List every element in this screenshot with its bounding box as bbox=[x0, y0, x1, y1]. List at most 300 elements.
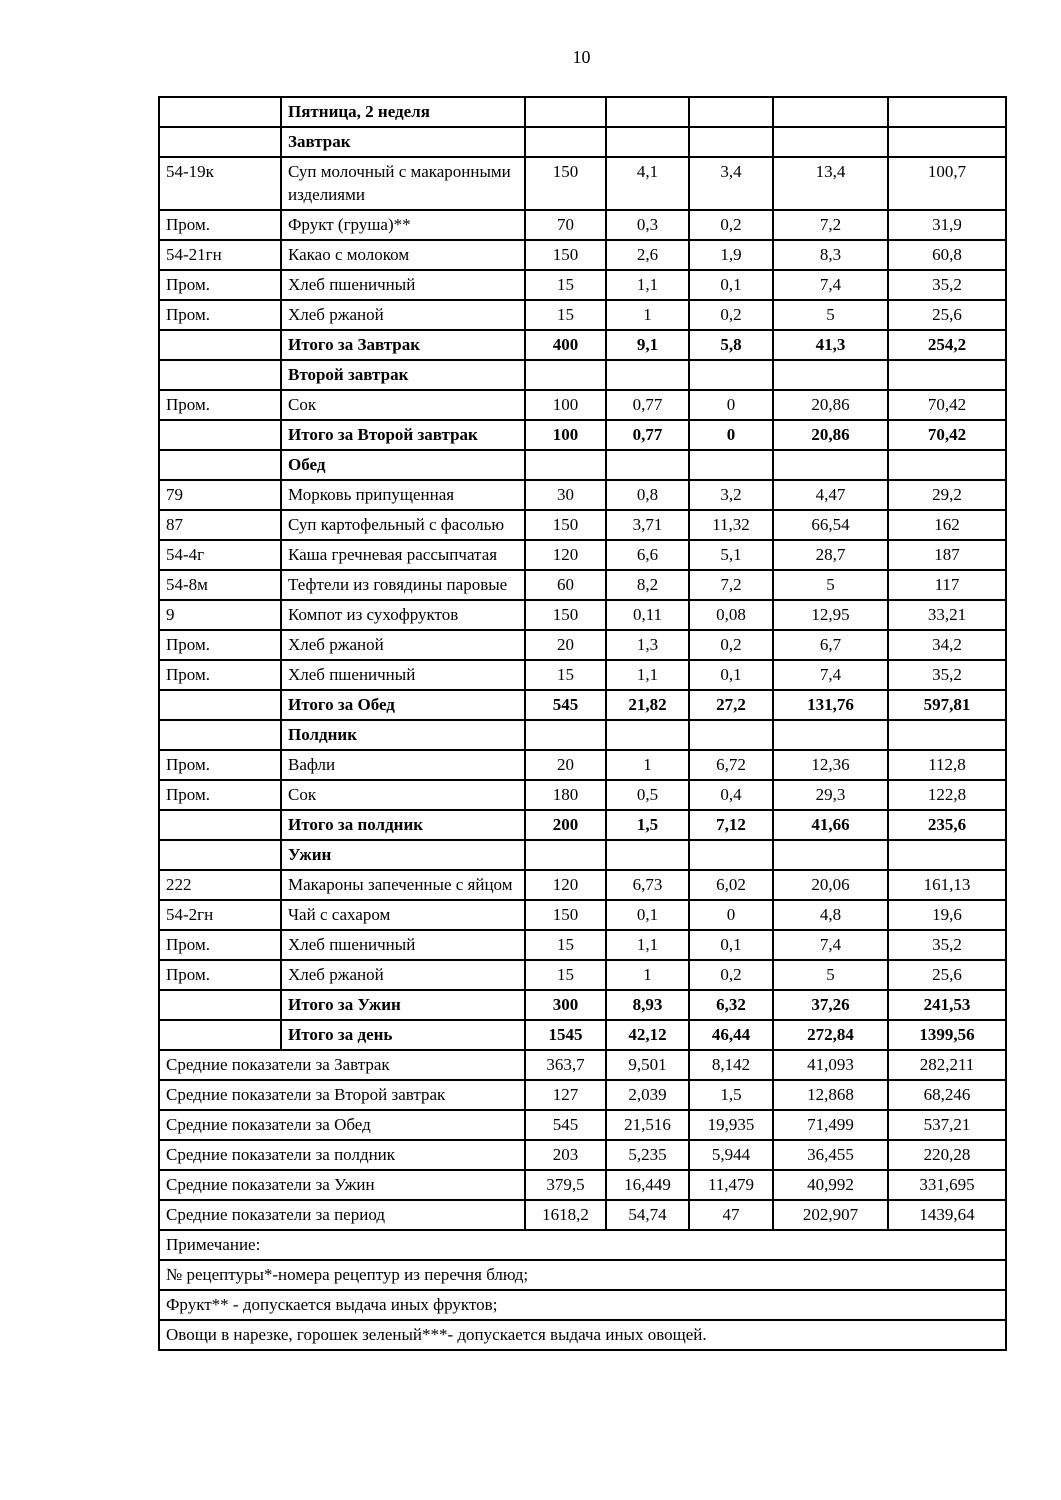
page-number: 10 bbox=[572, 47, 591, 67]
average-value-cell: 5,235 bbox=[606, 1140, 689, 1170]
average-value-cell: 203 bbox=[525, 1140, 606, 1170]
table-row bbox=[159, 1230, 1006, 1260]
value-cell: 25,6 bbox=[888, 300, 1006, 330]
total-value-cell: 9,1 bbox=[606, 330, 689, 360]
value-cell: 8,3 bbox=[773, 240, 888, 270]
dish-name-cell: Фрукт (груша)** bbox=[281, 210, 525, 240]
value-cell: 1,1 bbox=[606, 270, 689, 300]
value-cell bbox=[606, 450, 689, 480]
dish-name-cell: Чай с сахаром bbox=[281, 900, 525, 930]
value-cell: 0,1 bbox=[689, 660, 773, 690]
dish-name-cell: Сок bbox=[281, 780, 525, 810]
total-value-cell: 1,5 bbox=[606, 810, 689, 840]
value-cell: 7,2 bbox=[689, 570, 773, 600]
meal-section-cell: Полдник bbox=[281, 720, 525, 750]
value-cell bbox=[773, 127, 888, 157]
value-cell bbox=[689, 840, 773, 870]
value-cell: 0,1 bbox=[689, 930, 773, 960]
value-cell: 31,9 bbox=[888, 210, 1006, 240]
total-value-cell: 597,81 bbox=[888, 690, 1006, 720]
value-cell: 20 bbox=[525, 630, 606, 660]
average-value-cell: 54,74 bbox=[606, 1200, 689, 1230]
dish-code-cell: 222 bbox=[159, 870, 281, 900]
table-row bbox=[159, 1170, 1006, 1200]
total-value-cell: 37,26 bbox=[773, 990, 888, 1020]
total-value-cell: 5,8 bbox=[689, 330, 773, 360]
value-cell: 15 bbox=[525, 270, 606, 300]
table-row bbox=[159, 1260, 1006, 1290]
value-cell: 4,8 bbox=[773, 900, 888, 930]
dish-code-cell bbox=[159, 97, 281, 127]
table-row bbox=[159, 360, 1006, 390]
table-row bbox=[159, 570, 1006, 600]
value-cell bbox=[606, 840, 689, 870]
total-value-cell: 131,76 bbox=[773, 690, 888, 720]
value-cell: 161,13 bbox=[888, 870, 1006, 900]
value-cell: 0,11 bbox=[606, 600, 689, 630]
menu-table-body bbox=[159, 97, 1006, 1350]
value-cell: 5,1 bbox=[689, 540, 773, 570]
dish-name-cell: Тефтели из говядины паровые bbox=[281, 570, 525, 600]
table-row bbox=[159, 210, 1006, 240]
total-label-cell: Итого за день bbox=[281, 1020, 525, 1050]
table-row bbox=[159, 870, 1006, 900]
table-row bbox=[159, 1320, 1006, 1350]
value-cell bbox=[689, 360, 773, 390]
note-cell: Овощи в нарезке, горошек зеленый***- допускается выдача иных овощей. bbox=[159, 1320, 1006, 1350]
table-row bbox=[159, 840, 1006, 870]
value-cell bbox=[888, 127, 1006, 157]
average-value-cell: 9,501 bbox=[606, 1050, 689, 1080]
value-cell bbox=[606, 360, 689, 390]
average-value-cell: 2,039 bbox=[606, 1080, 689, 1110]
value-cell: 112,8 bbox=[888, 750, 1006, 780]
value-cell: 20,86 bbox=[773, 390, 888, 420]
dish-name-cell: Суп картофельный с фасолью bbox=[281, 510, 525, 540]
value-cell: 0 bbox=[689, 390, 773, 420]
total-value-cell: 0 bbox=[689, 420, 773, 450]
value-cell bbox=[606, 720, 689, 750]
value-cell: 7,4 bbox=[773, 660, 888, 690]
value-cell: 150 bbox=[525, 600, 606, 630]
value-cell bbox=[525, 97, 606, 127]
value-cell: 3,4 bbox=[689, 157, 773, 210]
value-cell: 0,1 bbox=[606, 900, 689, 930]
value-cell: 0,5 bbox=[606, 780, 689, 810]
menu-table bbox=[158, 96, 1007, 1351]
table-row bbox=[159, 600, 1006, 630]
value-cell: 20 bbox=[525, 750, 606, 780]
table-row bbox=[159, 1050, 1006, 1080]
total-value-cell: 20,86 bbox=[773, 420, 888, 450]
average-value-cell: 1439,64 bbox=[888, 1200, 1006, 1230]
value-cell: 1,3 bbox=[606, 630, 689, 660]
dish-name-cell: Компот из сухофруктов bbox=[281, 600, 525, 630]
table-row bbox=[159, 510, 1006, 540]
value-cell: 35,2 bbox=[888, 660, 1006, 690]
average-label-cell: Средние показатели за Второй завтрак bbox=[159, 1080, 525, 1110]
table-row bbox=[159, 157, 1006, 210]
value-cell: 1 bbox=[606, 300, 689, 330]
total-value-cell: 6,32 bbox=[689, 990, 773, 1020]
value-cell: 20,06 bbox=[773, 870, 888, 900]
average-label-cell: Средние показатели за Обед bbox=[159, 1110, 525, 1140]
value-cell: 8,2 bbox=[606, 570, 689, 600]
value-cell: 7,2 bbox=[773, 210, 888, 240]
value-cell: 1 bbox=[606, 960, 689, 990]
value-cell: 29,3 bbox=[773, 780, 888, 810]
dish-code-cell: Пром. bbox=[159, 930, 281, 960]
value-cell: 30 bbox=[525, 480, 606, 510]
table-row bbox=[159, 990, 1006, 1020]
total-label-cell: Итого за Завтрак bbox=[281, 330, 525, 360]
value-cell bbox=[888, 450, 1006, 480]
value-cell: 1,1 bbox=[606, 660, 689, 690]
table-row bbox=[159, 1110, 1006, 1140]
value-cell bbox=[888, 840, 1006, 870]
value-cell bbox=[689, 97, 773, 127]
dish-code-cell: Пром. bbox=[159, 960, 281, 990]
total-value-cell: 100 bbox=[525, 420, 606, 450]
total-value-cell: 1545 bbox=[525, 1020, 606, 1050]
table-row bbox=[159, 780, 1006, 810]
dish-code-cell: 54-2гн bbox=[159, 900, 281, 930]
value-cell bbox=[689, 127, 773, 157]
total-value-cell: 7,12 bbox=[689, 810, 773, 840]
total-value-cell: 46,44 bbox=[689, 1020, 773, 1050]
value-cell bbox=[525, 360, 606, 390]
average-label-cell: Средние показатели за период bbox=[159, 1200, 525, 1230]
average-value-cell: 331,695 bbox=[888, 1170, 1006, 1200]
value-cell: 15 bbox=[525, 660, 606, 690]
value-cell bbox=[606, 127, 689, 157]
value-cell: 6,6 bbox=[606, 540, 689, 570]
total-value-cell: 272,84 bbox=[773, 1020, 888, 1050]
value-cell: 13,4 bbox=[773, 157, 888, 210]
total-value-cell: 42,12 bbox=[606, 1020, 689, 1050]
average-label-cell: Средние показатели за Завтрак bbox=[159, 1050, 525, 1080]
dish-code-cell bbox=[159, 127, 281, 157]
table-row bbox=[159, 390, 1006, 420]
dish-name-cell: Сок bbox=[281, 390, 525, 420]
table-row bbox=[159, 1080, 1006, 1110]
dish-code-cell bbox=[159, 720, 281, 750]
value-cell: 1 bbox=[606, 750, 689, 780]
value-cell bbox=[773, 840, 888, 870]
total-value-cell: 27,2 bbox=[689, 690, 773, 720]
total-value-cell: 1399,56 bbox=[888, 1020, 1006, 1050]
dish-name-cell: Хлеб пшеничный bbox=[281, 660, 525, 690]
dish-code-cell: 54-8м bbox=[159, 570, 281, 600]
dish-code-cell bbox=[159, 990, 281, 1020]
total-value-cell: 545 bbox=[525, 690, 606, 720]
value-cell: 19,6 bbox=[888, 900, 1006, 930]
table-row bbox=[159, 930, 1006, 960]
average-value-cell: 12,868 bbox=[773, 1080, 888, 1110]
average-value-cell: 16,449 bbox=[606, 1170, 689, 1200]
value-cell bbox=[773, 720, 888, 750]
table-row bbox=[159, 97, 1006, 127]
value-cell: 1,9 bbox=[689, 240, 773, 270]
dish-name-cell: Суп молочный с макаронными изделиями bbox=[281, 157, 525, 210]
value-cell: 100,7 bbox=[888, 157, 1006, 210]
average-value-cell: 1618,2 bbox=[525, 1200, 606, 1230]
table-row bbox=[159, 720, 1006, 750]
value-cell: 150 bbox=[525, 240, 606, 270]
table-row bbox=[159, 1140, 1006, 1170]
average-value-cell: 5,944 bbox=[689, 1140, 773, 1170]
dish-code-cell: 54-19к bbox=[159, 157, 281, 210]
dish-code-cell: Пром. bbox=[159, 630, 281, 660]
meal-section-cell: Второй завтрак bbox=[281, 360, 525, 390]
average-value-cell: 220,28 bbox=[888, 1140, 1006, 1170]
total-value-cell: 21,82 bbox=[606, 690, 689, 720]
value-cell: 1,1 bbox=[606, 930, 689, 960]
value-cell: 120 bbox=[525, 870, 606, 900]
value-cell: 6,73 bbox=[606, 870, 689, 900]
value-cell: 0,4 bbox=[689, 780, 773, 810]
average-value-cell: 40,992 bbox=[773, 1170, 888, 1200]
value-cell: 0,08 bbox=[689, 600, 773, 630]
average-value-cell: 68,246 bbox=[888, 1080, 1006, 1110]
dish-name-cell: Хлеб ржаной bbox=[281, 630, 525, 660]
value-cell: 120 bbox=[525, 540, 606, 570]
dish-code-cell: Пром. bbox=[159, 750, 281, 780]
dish-name-cell: Хлеб пшеничный bbox=[281, 930, 525, 960]
average-label-cell: Средние показатели за полдник bbox=[159, 1140, 525, 1170]
average-value-cell: 19,935 bbox=[689, 1110, 773, 1140]
value-cell: 11,32 bbox=[689, 510, 773, 540]
average-value-cell: 36,455 bbox=[773, 1140, 888, 1170]
dish-code-cell bbox=[159, 420, 281, 450]
average-value-cell: 363,7 bbox=[525, 1050, 606, 1080]
average-value-cell: 379,5 bbox=[525, 1170, 606, 1200]
average-value-cell: 127 bbox=[525, 1080, 606, 1110]
value-cell: 12,95 bbox=[773, 600, 888, 630]
value-cell bbox=[525, 720, 606, 750]
value-cell: 0,1 bbox=[689, 270, 773, 300]
table-row bbox=[159, 1290, 1006, 1320]
value-cell: 180 bbox=[525, 780, 606, 810]
table-row bbox=[159, 1020, 1006, 1050]
value-cell: 6,7 bbox=[773, 630, 888, 660]
table-row bbox=[159, 690, 1006, 720]
value-cell bbox=[773, 97, 888, 127]
value-cell: 0,2 bbox=[689, 300, 773, 330]
table-row bbox=[159, 270, 1006, 300]
dish-name-cell: Морковь припущенная bbox=[281, 480, 525, 510]
dish-name-cell: Макароны запеченные с яйцом bbox=[281, 870, 525, 900]
average-value-cell: 1,5 bbox=[689, 1080, 773, 1110]
table-row bbox=[159, 900, 1006, 930]
value-cell: 60,8 bbox=[888, 240, 1006, 270]
average-value-cell: 11,479 bbox=[689, 1170, 773, 1200]
total-value-cell: 400 bbox=[525, 330, 606, 360]
total-label-cell: Итого за Обед bbox=[281, 690, 525, 720]
value-cell: 3,2 bbox=[689, 480, 773, 510]
dish-code-cell bbox=[159, 840, 281, 870]
value-cell: 0,2 bbox=[689, 210, 773, 240]
value-cell: 0,2 bbox=[689, 960, 773, 990]
value-cell: 5 bbox=[773, 960, 888, 990]
average-value-cell: 47 bbox=[689, 1200, 773, 1230]
dish-code-cell: 9 bbox=[159, 600, 281, 630]
total-value-cell: 241,53 bbox=[888, 990, 1006, 1020]
value-cell: 35,2 bbox=[888, 270, 1006, 300]
dish-code-cell: 79 bbox=[159, 480, 281, 510]
average-value-cell: 8,142 bbox=[689, 1050, 773, 1080]
table-row bbox=[159, 127, 1006, 157]
dish-name-cell: Хлеб ржаной bbox=[281, 960, 525, 990]
average-value-cell: 21,516 bbox=[606, 1110, 689, 1140]
average-value-cell: 282,211 bbox=[888, 1050, 1006, 1080]
dish-code-cell bbox=[159, 360, 281, 390]
table-row bbox=[159, 1200, 1006, 1230]
total-value-cell: 254,2 bbox=[888, 330, 1006, 360]
value-cell: 35,2 bbox=[888, 930, 1006, 960]
value-cell: 60 bbox=[525, 570, 606, 600]
average-value-cell: 71,499 bbox=[773, 1110, 888, 1140]
table-row bbox=[159, 330, 1006, 360]
dish-name-cell: Вафли bbox=[281, 750, 525, 780]
value-cell: 70 bbox=[525, 210, 606, 240]
dish-code-cell bbox=[159, 810, 281, 840]
dish-code-cell bbox=[159, 330, 281, 360]
total-value-cell: 41,66 bbox=[773, 810, 888, 840]
total-value-cell: 8,93 bbox=[606, 990, 689, 1020]
average-value-cell: 545 bbox=[525, 1110, 606, 1140]
value-cell: 187 bbox=[888, 540, 1006, 570]
value-cell: 25,6 bbox=[888, 960, 1006, 990]
table-row bbox=[159, 540, 1006, 570]
value-cell: 150 bbox=[525, 900, 606, 930]
average-value-cell: 202,907 bbox=[773, 1200, 888, 1230]
value-cell: 5 bbox=[773, 300, 888, 330]
table-row bbox=[159, 630, 1006, 660]
average-label-cell: Средние показатели за Ужин bbox=[159, 1170, 525, 1200]
value-cell: 122,8 bbox=[888, 780, 1006, 810]
total-value-cell: 0,77 bbox=[606, 420, 689, 450]
value-cell: 15 bbox=[525, 300, 606, 330]
value-cell: 150 bbox=[525, 510, 606, 540]
total-label-cell: Итого за Второй завтрак bbox=[281, 420, 525, 450]
table-row bbox=[159, 660, 1006, 690]
value-cell: 6,72 bbox=[689, 750, 773, 780]
value-cell bbox=[606, 97, 689, 127]
average-value-cell: 41,093 bbox=[773, 1050, 888, 1080]
value-cell bbox=[888, 720, 1006, 750]
value-cell: 0,3 bbox=[606, 210, 689, 240]
total-label-cell: Итого за Ужин bbox=[281, 990, 525, 1020]
value-cell: 150 bbox=[525, 157, 606, 210]
value-cell bbox=[888, 360, 1006, 390]
value-cell: 5 bbox=[773, 570, 888, 600]
table-row bbox=[159, 960, 1006, 990]
value-cell: 70,42 bbox=[888, 390, 1006, 420]
dish-name-cell: Хлеб пшеничный bbox=[281, 270, 525, 300]
table-row bbox=[159, 810, 1006, 840]
dish-code-cell: Пром. bbox=[159, 270, 281, 300]
dish-code-cell: Пром. bbox=[159, 300, 281, 330]
value-cell: 0,2 bbox=[689, 630, 773, 660]
value-cell: 4,1 bbox=[606, 157, 689, 210]
note-cell: Примечание: bbox=[159, 1230, 1006, 1260]
dish-code-cell: Пром. bbox=[159, 780, 281, 810]
day-title-cell: Пятница, 2 неделя bbox=[281, 97, 525, 127]
value-cell: 100 bbox=[525, 390, 606, 420]
table-row bbox=[159, 450, 1006, 480]
value-cell bbox=[773, 360, 888, 390]
value-cell bbox=[525, 127, 606, 157]
meal-section-cell: Ужин bbox=[281, 840, 525, 870]
dish-code-cell: 54-21гн bbox=[159, 240, 281, 270]
value-cell: 162 bbox=[888, 510, 1006, 540]
value-cell bbox=[888, 97, 1006, 127]
value-cell: 28,7 bbox=[773, 540, 888, 570]
dish-name-cell: Какао с молоком bbox=[281, 240, 525, 270]
value-cell bbox=[689, 450, 773, 480]
value-cell: 66,54 bbox=[773, 510, 888, 540]
value-cell bbox=[689, 720, 773, 750]
value-cell: 117 bbox=[888, 570, 1006, 600]
total-label-cell: Итого за полдник bbox=[281, 810, 525, 840]
dish-code-cell bbox=[159, 450, 281, 480]
dish-code-cell: Пром. bbox=[159, 660, 281, 690]
value-cell: 6,02 bbox=[689, 870, 773, 900]
dish-code-cell: Пром. bbox=[159, 390, 281, 420]
table-row bbox=[159, 240, 1006, 270]
total-value-cell: 300 bbox=[525, 990, 606, 1020]
dish-code-cell bbox=[159, 690, 281, 720]
average-value-cell: 537,21 bbox=[888, 1110, 1006, 1140]
value-cell: 29,2 bbox=[888, 480, 1006, 510]
value-cell: 33,21 bbox=[888, 600, 1006, 630]
value-cell: 12,36 bbox=[773, 750, 888, 780]
value-cell: 34,2 bbox=[888, 630, 1006, 660]
value-cell: 7,4 bbox=[773, 930, 888, 960]
value-cell bbox=[773, 450, 888, 480]
value-cell: 2,6 bbox=[606, 240, 689, 270]
table-row bbox=[159, 480, 1006, 510]
value-cell: 15 bbox=[525, 960, 606, 990]
value-cell: 15 bbox=[525, 930, 606, 960]
value-cell: 4,47 bbox=[773, 480, 888, 510]
dish-code-cell: 54-4г bbox=[159, 540, 281, 570]
table-row bbox=[159, 300, 1006, 330]
dish-name-cell: Хлеб ржаной bbox=[281, 300, 525, 330]
total-value-cell: 200 bbox=[525, 810, 606, 840]
dish-code-cell: Пром. bbox=[159, 210, 281, 240]
value-cell: 0 bbox=[689, 900, 773, 930]
table-row bbox=[159, 420, 1006, 450]
value-cell: 0,8 bbox=[606, 480, 689, 510]
note-cell: Фрукт** - допускается выдача иных фруктов; bbox=[159, 1290, 1006, 1320]
dish-code-cell bbox=[159, 1020, 281, 1050]
total-value-cell: 41,3 bbox=[773, 330, 888, 360]
total-value-cell: 70,42 bbox=[888, 420, 1006, 450]
note-cell: № рецептуры*-номера рецептур из перечня блюд; bbox=[159, 1260, 1006, 1290]
dish-code-cell: 87 bbox=[159, 510, 281, 540]
value-cell: 7,4 bbox=[773, 270, 888, 300]
value-cell bbox=[525, 840, 606, 870]
total-value-cell: 235,6 bbox=[888, 810, 1006, 840]
meal-section-cell: Обед bbox=[281, 450, 525, 480]
dish-name-cell: Каша гречневая рассыпчатая bbox=[281, 540, 525, 570]
table-row bbox=[159, 750, 1006, 780]
value-cell: 0,77 bbox=[606, 390, 689, 420]
value-cell bbox=[525, 450, 606, 480]
value-cell: 3,71 bbox=[606, 510, 689, 540]
